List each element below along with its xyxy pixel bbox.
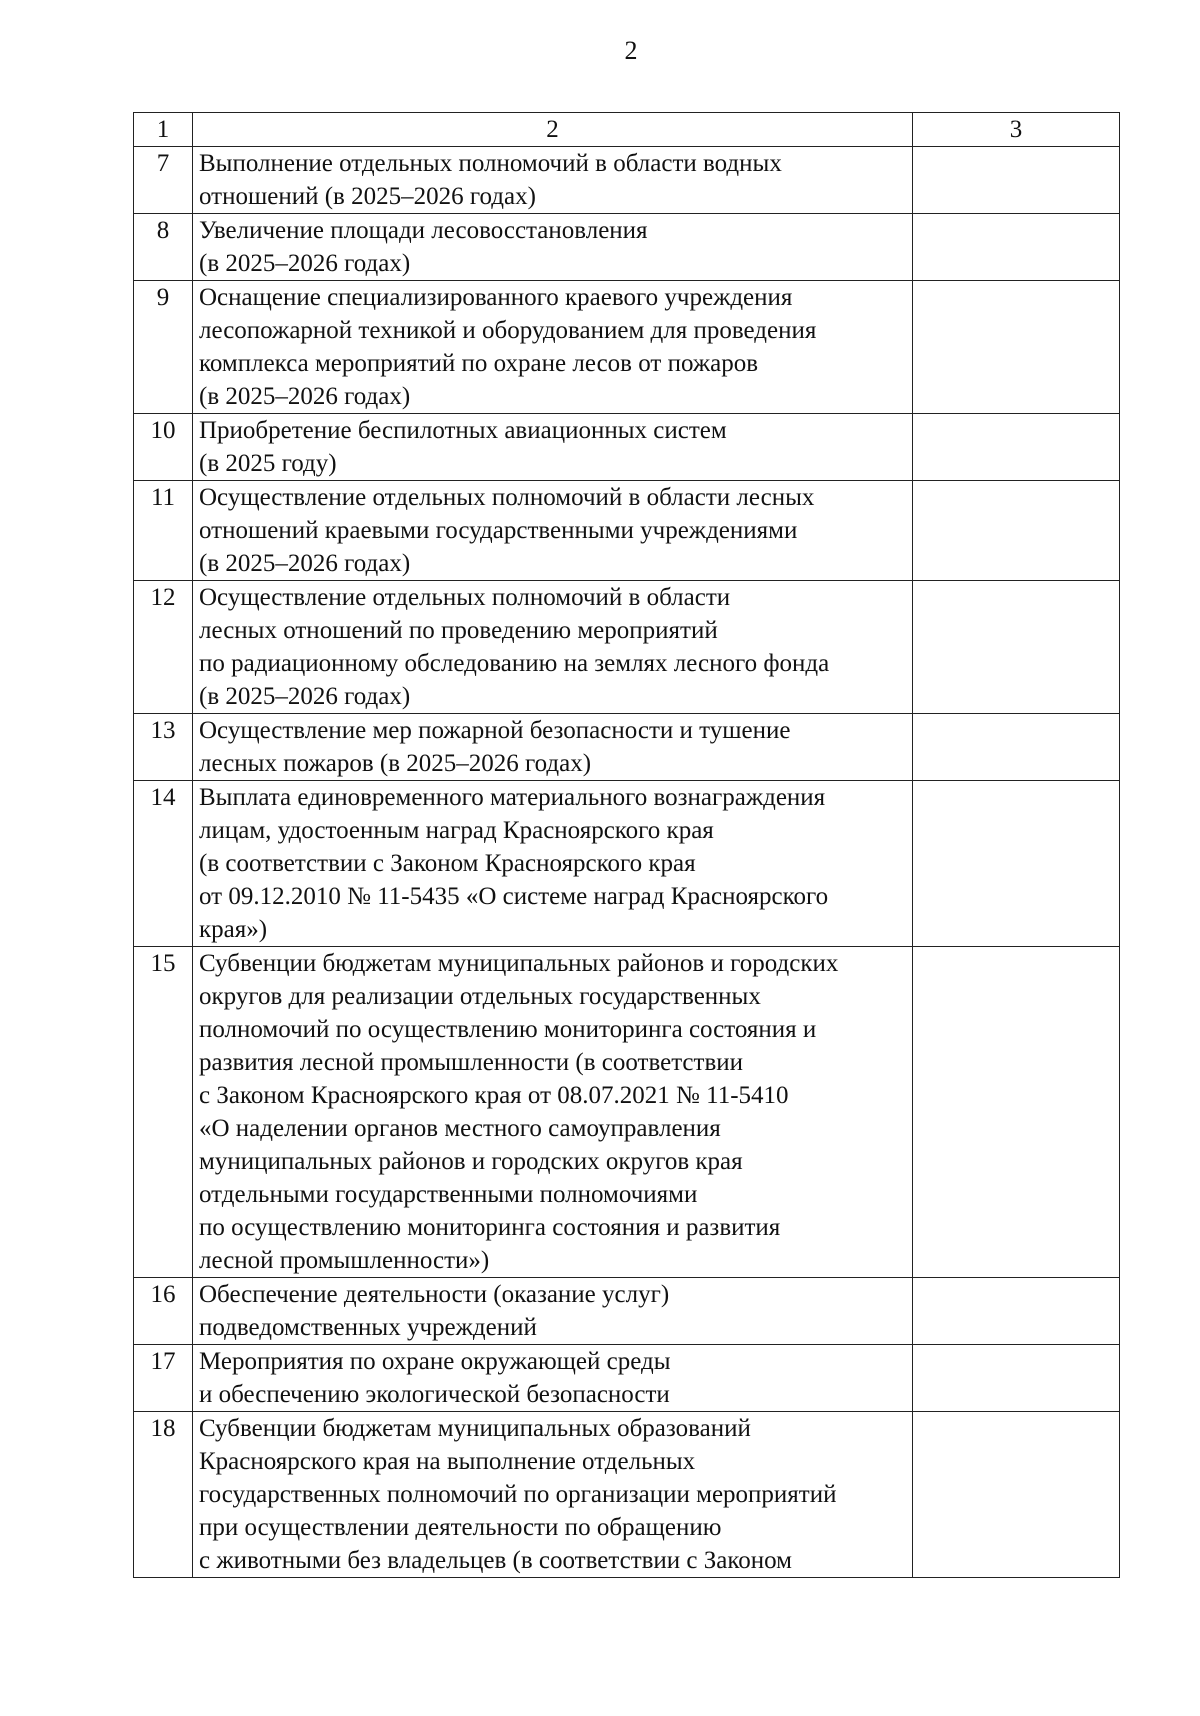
row-description: Мероприятия по охране окружающей среды и обеспечению экологической безопасности <box>193 1345 913 1412</box>
column-header-2: 2 <box>193 113 913 147</box>
row-number: 14 <box>134 781 193 947</box>
row-column-3 <box>913 481 1120 581</box>
row-column-3 <box>913 781 1120 947</box>
table-row <box>134 214 1120 281</box>
row-column-3 <box>913 147 1120 214</box>
row-description: Обеспечение деятельности (оказание услуг) подведомственных учреждений <box>193 1278 913 1345</box>
row-number: 9 <box>134 281 193 414</box>
row-description: Увеличение площади лесовосстановления (в 2025–2026 годах) <box>193 214 913 281</box>
table-row <box>134 1278 1120 1345</box>
row-description: Приобретение беспилотных авиационных систем (в 2025 году) <box>193 414 913 481</box>
row-description: Осуществление отдельных полномочий в области лесных отношений краевыми государственными учреждениями (в 2025–2026 годах) <box>193 481 913 581</box>
table-row <box>134 581 1120 714</box>
table-row <box>134 1345 1120 1412</box>
page-number: 2 <box>624 36 638 65</box>
column-header-3: 3 <box>913 113 1120 147</box>
row-description: Выплата единовременного материального вознаграждения лицам, удостоенным наград Красноярского края (в соответствии с Законом Красноярского края от 09.12.2010 № 11-5435 «О системе наград Красноярского края») <box>193 781 913 947</box>
row-number: 10 <box>134 414 193 481</box>
table-row <box>134 947 1120 1278</box>
table-row <box>134 281 1120 414</box>
row-number: 16 <box>134 1278 193 1345</box>
table-header-row <box>134 113 1120 147</box>
row-column-3 <box>913 1278 1120 1345</box>
row-column-3 <box>913 947 1120 1278</box>
row-description: Осуществление отдельных полномочий в области лесных отношений по проведению мероприятий по радиационному обследованию на землях лесного фонда (в 2025–2026 годах) <box>193 581 913 714</box>
row-column-3 <box>913 1345 1120 1412</box>
table-row <box>134 714 1120 781</box>
table-row <box>134 1412 1120 1578</box>
row-number: 7 <box>134 147 193 214</box>
row-number: 13 <box>134 714 193 781</box>
row-column-3 <box>913 1412 1120 1578</box>
table-row <box>134 781 1120 947</box>
row-description: Субвенции бюджетам муниципальных районов и городских округов для реализации отдельных государственных полномочий по осуществлению мониторинга состояния и развития лесной промышленности (в соответствии с Законом Красноярского края от 08.07.2021 № 11-5410 «О наделении органов местного самоуправления муниципальных районов и городских округов края отдельными государственными полномочиями по осуществлению мониторинга состояния и развития лесной промышленности») <box>193 947 913 1278</box>
row-column-3 <box>913 714 1120 781</box>
row-column-3 <box>913 414 1120 481</box>
row-number: 8 <box>134 214 193 281</box>
table-body <box>134 113 1120 1578</box>
row-description: Выполнение отдельных полномочий в области водных отношений (в 2025–2026 годах) <box>193 147 913 214</box>
row-description: Субвенции бюджетам муниципальных образований Красноярского края на выполнение отдельных государственных полномочий по организации мероприятий при осуществлении деятельности по обращению с животными без владельцев (в соответствии с Законом <box>193 1412 913 1578</box>
row-column-3 <box>913 581 1120 714</box>
row-number: 15 <box>134 947 193 1278</box>
row-column-3 <box>913 214 1120 281</box>
row-number: 17 <box>134 1345 193 1412</box>
row-number: 12 <box>134 581 193 714</box>
row-number: 18 <box>134 1412 193 1578</box>
table-row <box>134 147 1120 214</box>
table-row <box>134 481 1120 581</box>
row-description: Оснащение специализированного краевого учреждения лесопожарной техникой и оборудованием для проведения комплекса мероприятий по охране лесов от пожаров (в 2025–2026 годах) <box>193 281 913 414</box>
table-row <box>134 414 1120 481</box>
row-column-3 <box>913 281 1120 414</box>
column-header-1: 1 <box>134 113 193 147</box>
row-number: 11 <box>134 481 193 581</box>
row-description: Осуществление мер пожарной безопасности и тушение лесных пожаров (в 2025–2026 годах) <box>193 714 913 781</box>
document-table <box>133 112 1120 1578</box>
